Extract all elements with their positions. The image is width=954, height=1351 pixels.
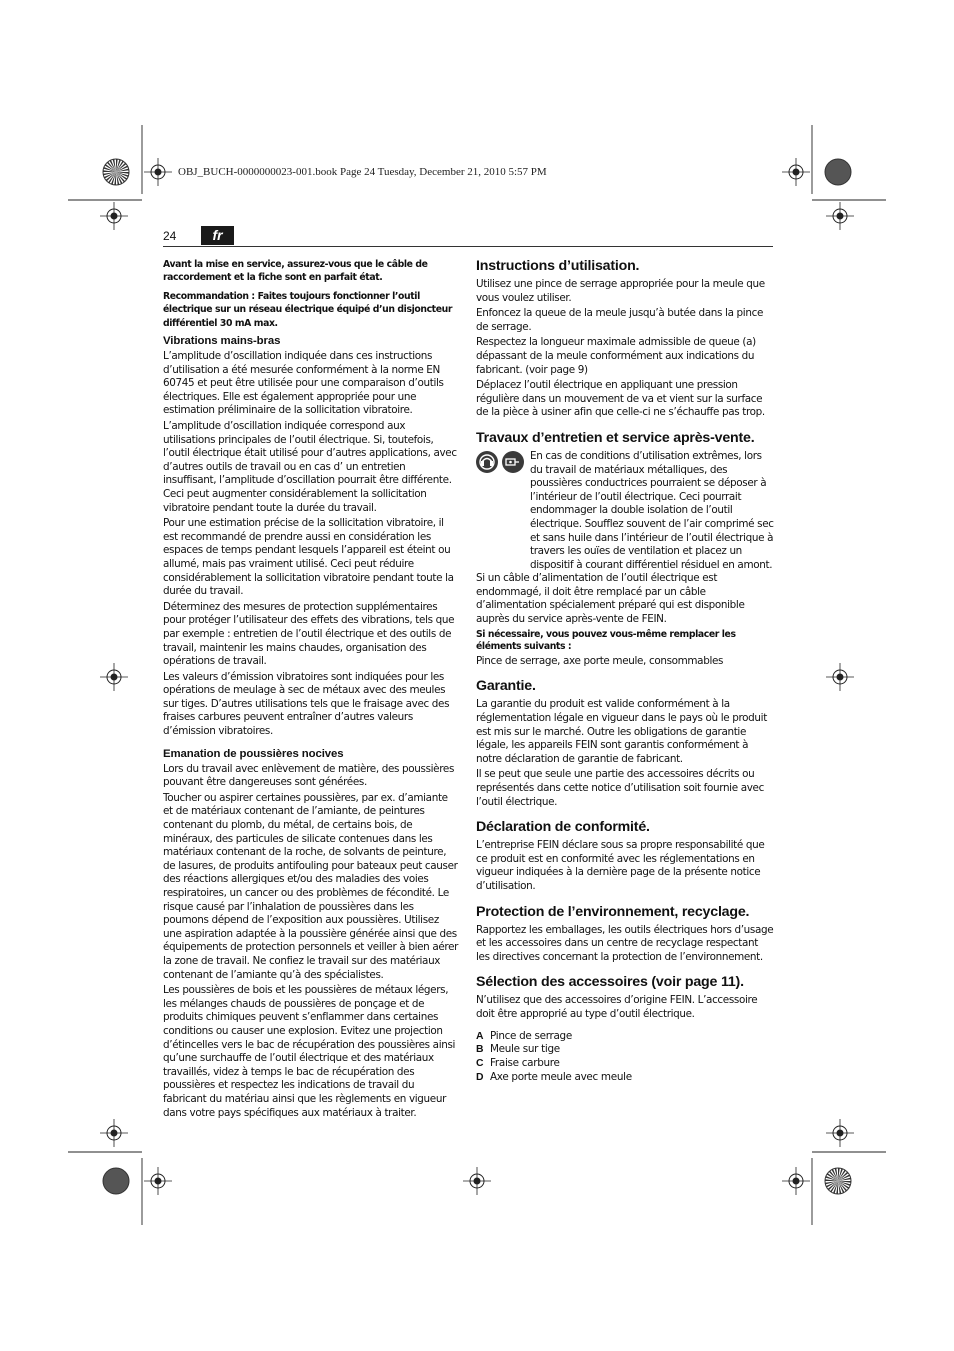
ear-protection-icon — [476, 451, 498, 473]
paragraph: En cas de conditions d’utilisation extrêmes, lors du travail de matériaux métalliques, des poussières conductrices pourraient se déposer à l’intérieur de l’outil électrique. Ceci pourrait endommager la double isolation de l’outil électrique. Soufflez souvent de l’air comprimé sec et sans huile dans l’intérieur de l’outil électrique à travers les ouïes de ventilation et placez un dispositif à courant différentiel résiduel en amont. — [530, 449, 774, 571]
section-title-conformity: Déclaration de conformité. — [476, 819, 650, 836]
registration-target-icon — [144, 1167, 172, 1195]
section-title-vibrations: Vibrations mains-bras — [163, 335, 281, 348]
color-wheel-icon — [103, 1168, 129, 1194]
section-title-accessories: Sélection des accessoires (voir page 11). — [476, 974, 744, 991]
print-slug: OBJ_BUCH-0000000023-001.book Page 24 Tuesday, December 21, 2010 5:57 PM — [178, 166, 547, 178]
warning-rcd: Recommandation : Faites toujours fonctionner l’outil électrique sur un réseau électrique équipé d’un disjoncteur différentiel 30 mA max. — [163, 290, 453, 329]
paragraph: Déterminez des mesures de protection supplémentaires pour protéger l’utilisateur des effets des vibrations, tels que par exemple : entretien de l’outil électrique et des outils de travail, maintenir les mains chaudes, organisation des opérations de travail. — [163, 600, 455, 668]
warning-cable: Avant la mise en service, assurez-vous que le câble de raccordement et la fiche sont en parfait état. — [163, 259, 428, 284]
registration-target-icon — [144, 158, 172, 186]
language-tab: fr — [201, 226, 234, 245]
paragraph: Lors du travail avec enlèvement de matière, des poussières pouvant être dangereuses sont générées. — [163, 762, 455, 789]
paragraph: N’utilisez que des accessoires d’origine FEIN. L’accessoire doit être approprié au type d’outil électrique. — [476, 994, 758, 1020]
safety-icons — [476, 450, 524, 473]
paragraph: Les poussières de bois et les poussières de métaux légers, les mélanges chauds de poussières de ponçage et de produits chimiques peuvent s’enflammer dans certaines conditions ou causer une explosion. Evitez une projection d’étincelles vers le bac de récupération des poussières ainsi qu’une surchauffe de l’outil électrique et des matériaux travaillés, videz à temps le bac de récupération des poussières et respectez les indications de travail du fabricant du matériau ainsi que les règlements en vigueur dans votre pays spécifiques aux matériaux à traiter. — [163, 984, 456, 1119]
paragraph: Enfoncez la queue de la meule jusqu’à butée dans la pince de serrage. — [476, 307, 763, 333]
registration-target-icon — [826, 663, 854, 691]
power-tool-plug-icon — [502, 451, 524, 473]
registration-target-icon — [826, 1119, 854, 1147]
registration-target-icon — [782, 1167, 810, 1195]
section-title-warranty: Garantie. — [476, 678, 536, 695]
registration-target-icon — [100, 202, 128, 230]
color-wheel-icon — [103, 159, 129, 185]
paragraph: L’entreprise FEIN déclare sous sa propre responsabilité que ce produit est en conformité avec les réglementations en vigueur indiquées à la dernière page de la présente notice d’utilisation. — [476, 839, 765, 892]
paragraph: Déplacez l’outil électrique en appliquant une pression régulière dans un mouvement de va et vient sur la surface de la pièce à usiner afin que celle-ci ne s’échauffe pas trop. — [476, 379, 765, 419]
registration-target-icon — [100, 1119, 128, 1147]
paragraph: Respectez la longueur maximale admissible de queue (a) dépassant de la meule conformément aux indications du fabricant. (voir page 9) — [476, 336, 756, 376]
list-item: B Meule sur tige — [476, 1043, 560, 1056]
registration-target-icon — [826, 202, 854, 230]
list-item: A Pince de serrage — [476, 1029, 572, 1042]
page-number: 24 — [163, 229, 177, 243]
paragraph: Pour une estimation précise de la sollicitation vibratoire, il est recommandé de prendre aussi en considération les espaces de temps pendant lesquels l’appareil est éteint ou allumé, mais pas vraiment utilisé. Ceci peut réduire considérablement la sollicitation vibratoire pendant toute la durée du travail. — [163, 517, 454, 598]
paragraph: L’amplitude d’oscillation indiquée dans ces instructions d’utilisation a été mesurée conformément à la norme EN 60745 et peut être utilisée pour une comparaison d’outils électriques. Elle est également appropriée pour une estimation préliminaire de la sollicitation vibratoire. — [163, 350, 444, 417]
section-title-dust: Emanation de poussières nocives — [163, 747, 344, 760]
section-title-instructions: Instructions d’utilisation. — [476, 258, 640, 274]
registration-target-icon — [463, 1167, 491, 1195]
paragraph: Il se peut que seule une partie des accessoires décrits ou représentés dans cette notice d’utilisation soit fournie avec l’outil électrique. — [476, 768, 764, 808]
section-title-environment: Protection de l’environnement, recyclage. — [476, 903, 750, 920]
header-rule — [163, 246, 773, 247]
color-wheel-icon — [825, 159, 851, 185]
registration-target-icon — [782, 158, 810, 186]
list-item: C Fraise carbure — [476, 1057, 560, 1070]
maintenance-note: Si nécessaire, vous pouvez vous-même remplacer les éléments suivants : — [476, 628, 736, 653]
right-column — [476, 258, 774, 1085]
color-wheel-icon — [825, 1168, 851, 1194]
paragraph: Toucher ou aspirer certaines poussières, par ex. d’amiante et de matériaux contenant de l’amiante, de peintures contenant du plomb, du métal, de certains bois, de minéraux, des particules de silicate contenues dans les matériaux contenant de la roche, de solvants de peinture, de lasures, de produits antifouling pour bateaux peut causer des réactions allergiques et/ou des maladies des voies respiratoires, un cancer ou des problèmes de fécondité. Le risque causé par l’inhalation de poussières dans les poumons dépend de l’exposition aux poussières. Utilisez une aspiration adaptée à la poussière générée ainsi que des équipements de protection personnels et veiller à bien aérer la zone de travail. Ne confiez le travail sur des matériaux contenant de l’amiante qu’à des spécialistes. — [163, 791, 459, 981]
paragraph: Les valeurs d’émission vibratoires sont indiquées pour les opérations de meulage à sec de métaux avec des meules sur tiges. D’autres utilisations tels que le fraisage avec des fraises carbures peuvent entraîner d’autres valeurs d’émission vibratoires. — [163, 670, 450, 738]
paragraph: Pince de serrage, axe porte meule, consommables — [476, 654, 724, 667]
list-item: D Axe porte meule avec meule — [476, 1070, 632, 1083]
paragraph: Rapportez les emballages, les outils électriques hors d’usage et les accessoires dans un centre de recyclage respectant les directives concernant la protection de l’environnement. — [476, 923, 774, 963]
paragraph: Si un câble d’alimentation de l’outil électrique est endommagé, il doit être remplacé par un câble d’alimentation spécialement préparé qui est disponible auprès du service après-vente de FEIN. — [476, 572, 745, 626]
paragraph: Utilisez une pince de serrage appropriée pour la meule que vous voulez utiliser. — [476, 278, 765, 304]
registration-target-icon — [100, 663, 128, 691]
section-title-maintenance: Travaux d’entretien et service après-vente. — [476, 429, 755, 446]
maintenance-intro — [476, 450, 774, 572]
left-column — [163, 258, 459, 1122]
paragraph: L’amplitude d’oscillation indiquée correspond aux utilisations principales de l’outil électrique. Si, toutefois, l’outil électrique était utilisé pour d’autres applications, avec d’autres outils de travail ou en cas d’ un entretien insuffisant, l’amplitude d’oscillation pourrait être différente. Ceci peut augmenter considérablement la sollicitation vibratoire pendant toute la durée du travail. — [163, 420, 457, 514]
paragraph: La garantie du produit est valide conformément à la réglementation légale en vigueur dans le pays où le produit est mis sur le marché. Outre les obligations de garantie légale, les appareils FEIN sont garantis conformément à notre déclaration de garantie de fabricant. — [476, 698, 767, 765]
accessory-list — [476, 1030, 774, 1085]
